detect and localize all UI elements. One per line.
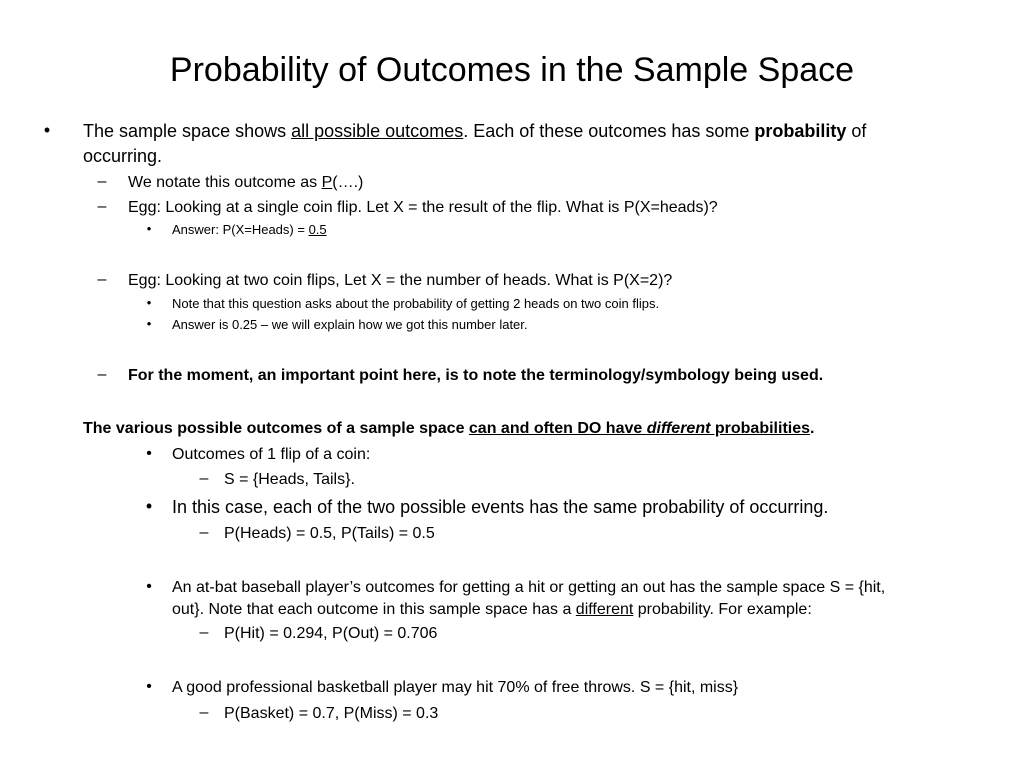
notate-line	[128, 172, 363, 194]
coin-same-probability: In this case, each of the two possible events has the same probability of occurring.	[172, 497, 829, 517]
bullet-dash: –	[199, 470, 209, 487]
coin-sample-space: S = {Heads, Tails}.	[224, 471, 355, 488]
bullet-dot: •	[146, 445, 152, 462]
notate-paren: (….)	[332, 174, 364, 191]
bullet-dot: •	[146, 295, 152, 310]
example-1-answer	[172, 221, 327, 239]
intro-emphasis-probability: probability	[754, 121, 847, 141]
various-text: The various possible outcomes of a sample space	[83, 420, 469, 437]
intro-line-1	[83, 119, 866, 144]
baseball-different: different	[575, 601, 634, 618]
basketball-probabilities: P(Basket) = 0.7, P(Miss) = 0.3	[224, 705, 439, 722]
various-probabilities: probabilities	[710, 420, 811, 437]
basketball-line: A good professional basketball player may hit 70% of free throws. S = {hit, miss}	[172, 679, 739, 696]
intro-text-c: of	[846, 121, 867, 141]
baseball-text-a: out}. Note that each outcome in this sample space has a	[172, 601, 576, 618]
baseball-line-1: An at-bat baseball player’s outcomes for getting a hit or getting an out has the sample space S = {hit,	[172, 579, 886, 596]
bullet-dot: •	[146, 578, 152, 595]
bullet-dash: –	[97, 271, 107, 288]
bullet-dash: –	[97, 173, 107, 190]
intro-text-a: The sample space shows	[83, 121, 292, 141]
bullet-dash: –	[97, 198, 107, 215]
bullet-dot: •	[145, 496, 153, 516]
various-period: .	[810, 420, 815, 437]
bullet-dash: –	[199, 624, 209, 641]
various-line	[83, 418, 814, 440]
notate-text: We notate this outcome as	[128, 174, 322, 191]
various-underline	[469, 420, 810, 437]
intro-emphasis-outcomes: all possible outcomes	[291, 121, 464, 141]
baseball-text-b: probability. For example:	[633, 601, 812, 618]
bullet-dot: •	[146, 221, 152, 236]
baseball-line-2	[172, 599, 812, 621]
answer-value: 0.5	[308, 222, 327, 237]
notate-p: P	[321, 174, 333, 191]
moment-line: For the moment, an important point here, is to note the terminology/symbology being used.	[128, 367, 824, 384]
example-2-note: Note that this question asks about the probability of getting 2 heads on two coin flips.	[172, 296, 660, 311]
example-2-line: Egg: Looking at two coin flips, Let X = the number of heads. What is P(X=2)?	[128, 272, 673, 289]
intro-text-b: . Each of these outcomes has some	[463, 121, 755, 141]
slide-title: Probability of Outcomes in the Sample Space	[169, 51, 855, 89]
various-different: different	[646, 420, 711, 437]
bullet-dash: –	[199, 524, 209, 541]
answer-text: Answer: P(X=Heads) =	[172, 222, 309, 237]
bullet-dash: –	[199, 704, 209, 721]
example-1-line: Egg: Looking at a single coin flip. Let X = the result of the flip. What is P(X=heads)?	[128, 199, 718, 216]
example-2-answer: Answer is 0.25 – we will explain how we got this number later.	[172, 317, 528, 332]
bullet-dot: •	[43, 120, 51, 140]
bullet-dash: –	[97, 366, 107, 383]
bullet-dot: •	[146, 316, 152, 331]
bullet-dot: •	[146, 678, 152, 695]
various-can: can and often DO have	[468, 420, 647, 437]
intro-line-2: occurring.	[83, 146, 163, 166]
baseball-probabilities: P(Hit) = 0.294, P(Out) = 0.706	[224, 625, 438, 642]
coin-probabilities: P(Heads) = 0.5, P(Tails) = 0.5	[224, 525, 435, 542]
coin-outcomes-label: Outcomes of 1 flip of a coin:	[172, 446, 371, 463]
